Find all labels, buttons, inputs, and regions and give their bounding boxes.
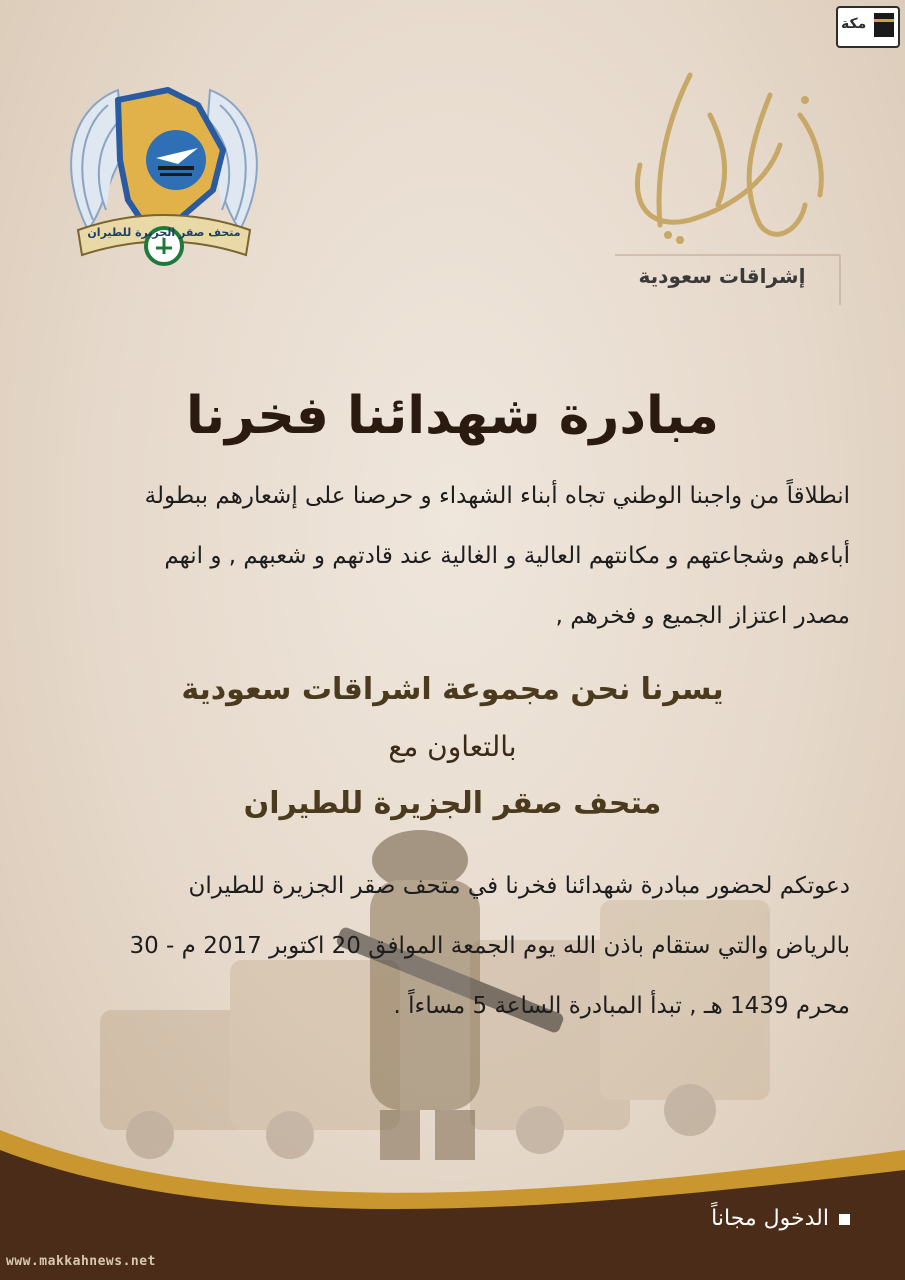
invitation-line: محرم 1439 هـ , تبدأ المبادرة الساعة 5 مساءاً . (393, 993, 850, 1019)
invitation-line: دعوتكم لحضور مبادرة شهدائنا فخرنا في متحف صقر الجزيرة للطيران (188, 873, 850, 899)
left-wing-icon (71, 90, 123, 230)
intro-paragraph (55, 466, 850, 646)
partner-line: متحف صقر الجزيرة للطيران (243, 786, 662, 821)
watermark: www.makkahnews.net (6, 1254, 156, 1269)
intro-line: أباءهم وشجاعتهم و مكانتهم العالية و الغالية عند قادتهم و شعبهم , و انهم (164, 543, 850, 569)
intro-line: انطلاقاً من واجبنا الوطني تجاه أبناء الشهداء و حرصنا على إشعارهم ببطولة (144, 483, 850, 509)
makkah-news-logo (836, 6, 900, 48)
brand-caption: إشراقات سعودية (638, 264, 806, 288)
bullet-icon (839, 1214, 850, 1225)
organizer-line: يسرنا نحن مجموعة اشراقات سعودية (181, 672, 724, 707)
admission-text: الدخول مجاناً (711, 1206, 829, 1231)
collaboration-line: بالتعاون مع (388, 730, 517, 763)
page-title: مبادرة شهدائنا فخرنا (186, 386, 719, 446)
intro-line: مصدر اعتزاز الجميع و فخرهم , (555, 603, 850, 629)
invitation-paragraph (55, 856, 850, 1036)
invitation-line: بالرياض والتي ستقام باذن الله يوم الجمعة الموافق 20 اكتوبر 2017 م - 30 (129, 933, 850, 959)
kaaba-icon (874, 13, 894, 37)
museum-seal-logo (48, 60, 280, 270)
museum-seal-text: متحف صقر الجزيرة للطيران (87, 226, 241, 239)
corner-logo-text: مكة (841, 16, 867, 32)
admission-note (600, 1206, 850, 1231)
